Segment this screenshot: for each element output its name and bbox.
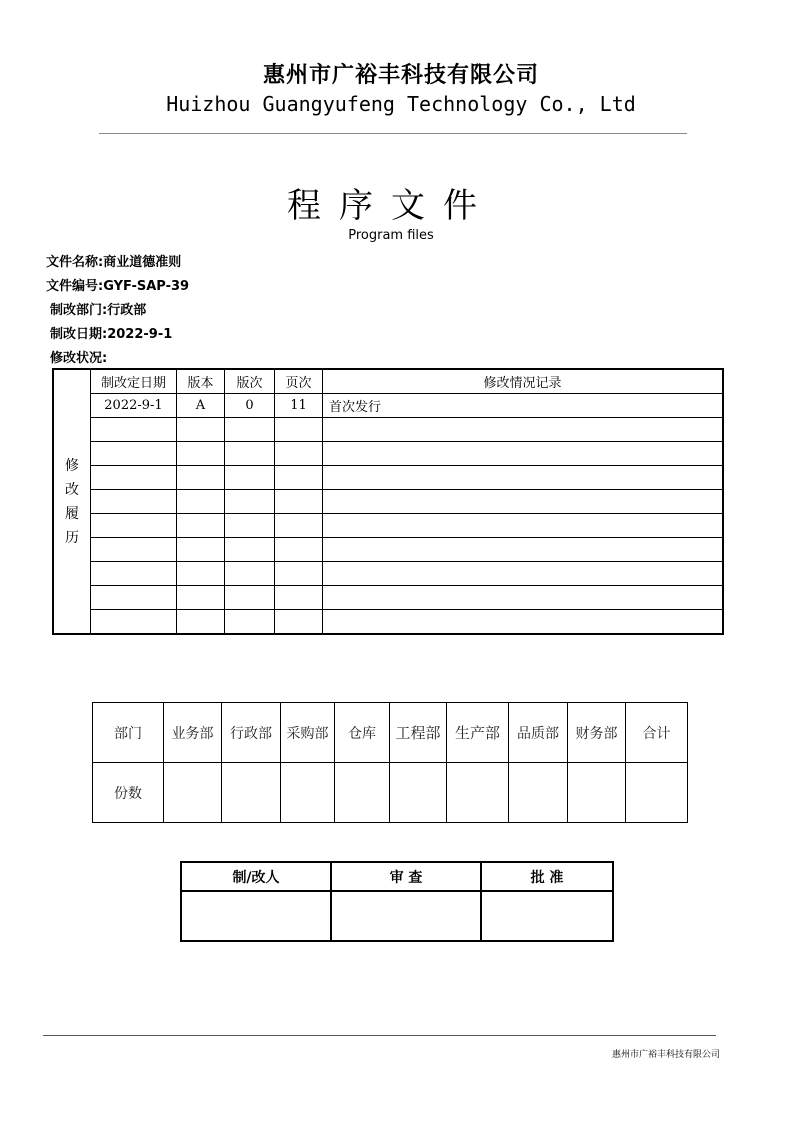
header-divider <box>99 133 687 134</box>
cell-description <box>323 586 724 610</box>
cell-date <box>91 490 177 514</box>
meta-department-value: 行政部 <box>107 303 147 318</box>
cell-version <box>177 490 225 514</box>
cell-pages <box>275 490 323 514</box>
revision-side-label-text: 修 改 履 历 <box>65 457 79 546</box>
dept-cell: 财务部 <box>568 703 626 763</box>
meta-date <box>50 323 172 342</box>
cell-version <box>177 586 225 610</box>
copies-cell <box>509 763 568 823</box>
company-name-en: Huizhou Guangyufeng Technology Co., Ltd <box>166 92 636 116</box>
dept-cell: 合计 <box>626 703 688 763</box>
cell-edition <box>225 418 275 442</box>
cell-date <box>91 442 177 466</box>
cell-edition <box>225 466 275 490</box>
header-cell: 版本 <box>177 369 225 394</box>
cell-version <box>177 418 225 442</box>
meta-file-name <box>46 251 181 270</box>
cell-edition: 0 <box>225 394 275 418</box>
copies-row-label: 份数 <box>93 763 164 823</box>
dept-cell: 业务部 <box>164 703 222 763</box>
cell-date <box>91 610 177 635</box>
cell-date <box>91 514 177 538</box>
table-row <box>53 490 723 514</box>
meta-date-value: 2022-9-1 <box>107 327 173 342</box>
cell-edition <box>225 442 275 466</box>
cell-version <box>177 466 225 490</box>
table-row <box>53 418 723 442</box>
cell-edition <box>225 562 275 586</box>
copies-cell <box>626 763 688 823</box>
copies-cell <box>390 763 447 823</box>
cell-pages <box>275 418 323 442</box>
cell-version <box>177 514 225 538</box>
dept-cell: 品质部 <box>509 703 568 763</box>
cell-description <box>323 442 724 466</box>
document-title: 程序文件 <box>287 186 495 226</box>
cell-version <box>177 562 225 586</box>
table-row <box>53 394 723 418</box>
cell-version <box>177 442 225 466</box>
cell-date <box>91 538 177 562</box>
dept-cell: 采购部 <box>281 703 335 763</box>
cell-edition <box>225 586 275 610</box>
cell-description <box>323 490 724 514</box>
cell-date <box>91 418 177 442</box>
table-row <box>53 514 723 538</box>
dept-cell: 仓库 <box>335 703 390 763</box>
meta-department-label: 制改部门: <box>50 303 108 318</box>
meta-file-name-label: 文件名称: <box>46 255 104 270</box>
meta-file-name-value: 商业道德准则 <box>103 255 182 270</box>
table-row <box>53 538 723 562</box>
cell-date <box>91 562 177 586</box>
table-row <box>53 586 723 610</box>
cell-description <box>323 418 724 442</box>
table-row <box>93 763 688 823</box>
copies-cell <box>281 763 335 823</box>
cell-edition <box>225 514 275 538</box>
table-row <box>53 369 723 394</box>
cell-edition <box>225 490 275 514</box>
meta-file-code <box>46 275 189 294</box>
header-cell: 修改情况记录 <box>323 369 724 394</box>
meta-file-code-label: 文件编号: <box>46 279 104 294</box>
table-row <box>53 610 723 635</box>
cell-version: A <box>177 394 225 418</box>
cell-pages <box>275 514 323 538</box>
cell-pages <box>275 466 323 490</box>
cell-date <box>91 466 177 490</box>
cell-description <box>323 466 724 490</box>
cell-version <box>177 610 225 635</box>
copies-cell <box>568 763 626 823</box>
review-signature-cell <box>331 891 481 941</box>
approve-header: 批 准 <box>481 862 613 891</box>
table-row <box>181 862 613 891</box>
approval-table <box>180 861 614 942</box>
dept-cell: 工程部 <box>390 703 447 763</box>
copies-cell <box>335 763 390 823</box>
table-row <box>181 891 613 941</box>
header-cell: 版次 <box>225 369 275 394</box>
cell-version <box>177 538 225 562</box>
cell-edition <box>225 610 275 635</box>
cell-description <box>323 610 724 635</box>
cell-pages <box>275 610 323 635</box>
header-cell: 制改定日期 <box>91 369 177 394</box>
cell-date <box>91 586 177 610</box>
cell-pages: 11 <box>275 394 323 418</box>
cell-pages <box>275 442 323 466</box>
cell-date: 2022-9-1 <box>91 394 177 418</box>
cell-description <box>323 562 724 586</box>
author-header: 制/改人 <box>181 862 331 891</box>
meta-file-code-value: GYF-SAP-39 <box>103 279 190 294</box>
header-cell: 页次 <box>275 369 323 394</box>
cell-pages <box>275 586 323 610</box>
cell-pages <box>275 538 323 562</box>
footer-divider <box>43 1035 716 1036</box>
footer-company: 惠州市广裕丰科技有限公司 <box>612 1050 721 1060</box>
document-subtitle: Program files <box>348 228 434 243</box>
table-row <box>93 703 688 763</box>
copies-cell <box>222 763 281 823</box>
revision-side-label <box>53 369 91 634</box>
meta-department <box>50 299 146 318</box>
meta-date-label: 制改日期: <box>50 327 108 342</box>
company-name-cn: 惠州市广裕丰科技有限公司 <box>262 63 539 88</box>
table-row <box>53 562 723 586</box>
table-row <box>53 466 723 490</box>
dept-row-label: 部门 <box>93 703 164 763</box>
review-header: 审 查 <box>331 862 481 891</box>
dept-cell: 生产部 <box>447 703 509 763</box>
table-row <box>53 442 723 466</box>
distribution-table <box>92 702 688 823</box>
cell-description: 首次发行 <box>323 394 724 418</box>
cell-description <box>323 514 724 538</box>
revision-history-table <box>52 368 724 635</box>
copies-cell <box>164 763 222 823</box>
author-signature-cell <box>181 891 331 941</box>
cell-edition <box>225 538 275 562</box>
dept-cell: 行政部 <box>222 703 281 763</box>
copies-cell <box>447 763 509 823</box>
approve-signature-cell <box>481 891 613 941</box>
cell-description <box>323 538 724 562</box>
cell-pages <box>275 562 323 586</box>
meta-status-label: 修改状况: <box>50 351 108 366</box>
